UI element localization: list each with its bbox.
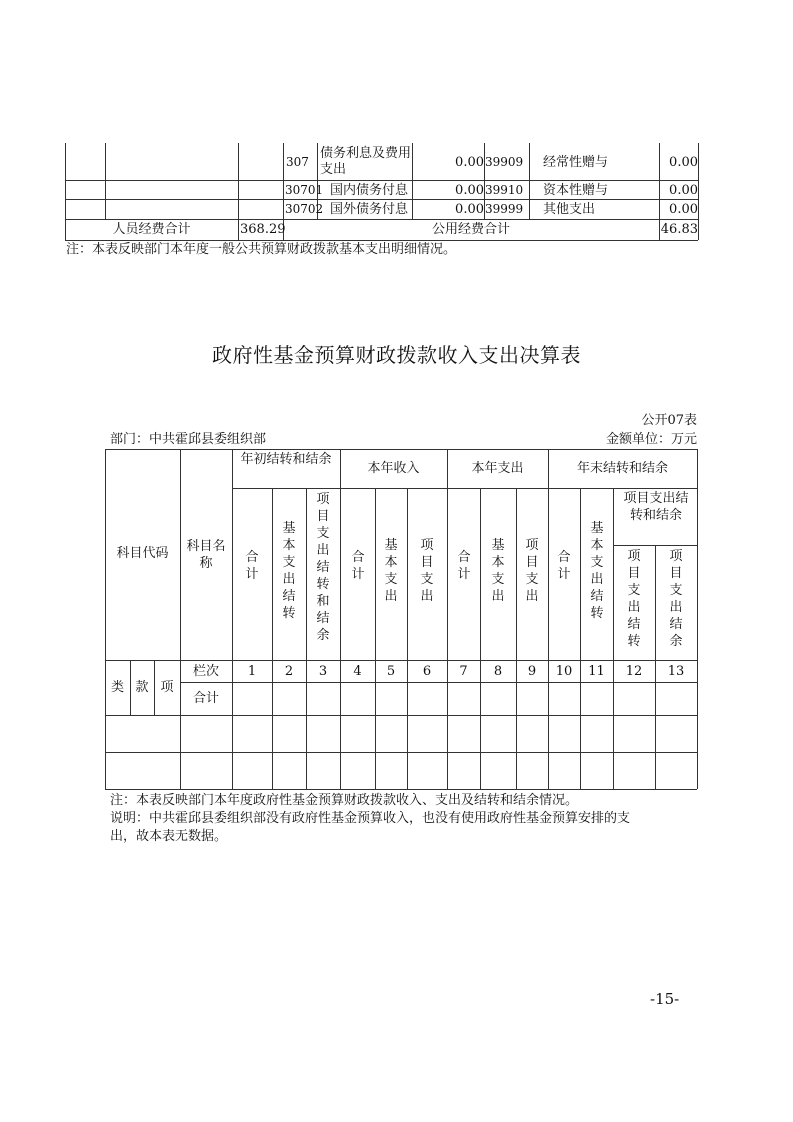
table-rule bbox=[548, 449, 549, 789]
table-rule bbox=[306, 488, 307, 789]
header-group-begin: 年初结转和结余 bbox=[240, 452, 332, 467]
fund-table-explanation-line2: 出，故本表无数据。 bbox=[110, 829, 228, 844]
table-rule bbox=[529, 143, 530, 219]
header-expense-total: 合计 bbox=[457, 550, 471, 582]
personnel-total-label: 人员经费合计 bbox=[112, 222, 191, 237]
header-begin-basic-carry: 基本支出结转 bbox=[282, 521, 296, 621]
fund-table-explanation-line1: 说明：中共霍邱县委组织部没有政府性基金预算收入，也没有使用政府性基金预算安排的支 bbox=[110, 811, 631, 826]
row-name2: 其他支出 bbox=[543, 202, 596, 217]
header-begin-project-carry-balance: 项目支出结转和结余 bbox=[316, 492, 330, 643]
header-end-project-balance: 项目支出结余 bbox=[669, 549, 683, 649]
row-code: 307 bbox=[286, 155, 309, 169]
column-number: 9 bbox=[527, 664, 537, 679]
header-group-expense: 本年支出 bbox=[471, 461, 524, 476]
table-rule bbox=[232, 449, 233, 789]
table-rule bbox=[613, 488, 614, 789]
row-label-column-numbers: 栏次 bbox=[192, 664, 219, 679]
table-rule bbox=[180, 449, 181, 789]
table-rule bbox=[105, 449, 106, 789]
table-rule bbox=[698, 143, 699, 240]
table-rule bbox=[105, 789, 697, 790]
header-lei: 类 bbox=[110, 680, 124, 695]
header-begin-total: 合计 bbox=[245, 550, 259, 582]
table-rule bbox=[65, 180, 698, 181]
page-number: -15- bbox=[650, 990, 680, 1008]
header-subject-code: 科目代码 bbox=[116, 546, 169, 561]
table-rule bbox=[580, 488, 581, 789]
table-rule bbox=[516, 488, 517, 789]
row-name: 债务利息及费用支出 bbox=[320, 146, 412, 177]
table-rule bbox=[105, 660, 697, 661]
column-number: 1 bbox=[247, 664, 257, 679]
header-end-project-carry-balance: 项目支出结转和结余 bbox=[623, 491, 689, 523]
header-expense-basic: 基本支出 bbox=[491, 538, 505, 604]
column-number: 8 bbox=[493, 664, 503, 679]
table-rule bbox=[238, 143, 239, 240]
row-name2: 经常性赠与 bbox=[543, 155, 609, 170]
table-rule bbox=[272, 488, 273, 789]
column-number: 13 bbox=[667, 664, 685, 679]
header-subject-name: 科目名称 bbox=[186, 539, 226, 571]
table-rule bbox=[65, 219, 698, 220]
table-rule bbox=[375, 488, 376, 789]
table-rule bbox=[105, 715, 697, 716]
header-income-total: 合计 bbox=[351, 550, 365, 582]
row-name2: 资本性赠与 bbox=[543, 183, 609, 198]
column-number: 10 bbox=[555, 664, 573, 679]
column-number: 12 bbox=[625, 664, 643, 679]
personnel-total-value: 368.29 bbox=[240, 222, 286, 237]
row-code: 30701 bbox=[285, 183, 324, 197]
header-xiang: 项 bbox=[160, 680, 174, 695]
row-label-total: 合计 bbox=[192, 691, 219, 706]
top-table-note: 注：本表反映部门本年度一般公共预算财政拨款基本支出明细情况。 bbox=[66, 242, 457, 257]
table-rule bbox=[697, 449, 698, 789]
column-number: 6 bbox=[422, 664, 432, 679]
row-amount: 0.00 bbox=[455, 202, 484, 217]
public-total-label: 公用经费合计 bbox=[431, 222, 510, 237]
page-title: 政府性基金预算财政拨款收入支出决算表 bbox=[212, 343, 581, 367]
table-rule bbox=[232, 488, 697, 489]
table-rule bbox=[105, 752, 697, 753]
row-amount2: 0.00 bbox=[669, 183, 698, 198]
table-rule bbox=[447, 449, 448, 789]
table-rule bbox=[105, 143, 106, 219]
table-rule bbox=[340, 449, 341, 789]
row-name: 国外债务付息 bbox=[330, 202, 409, 217]
column-number: 4 bbox=[353, 664, 362, 679]
header-income-project: 项目支出 bbox=[420, 538, 434, 604]
fund-table-note: 注：本表反映部门本年度政府性基金预算财政拨款收入、支出及结转和结余情况。 bbox=[110, 793, 579, 808]
header-end-basic-carry: 基本支出结转 bbox=[590, 521, 604, 621]
table-rule bbox=[105, 449, 697, 450]
row-amount: 0.00 bbox=[455, 155, 484, 170]
table-rule bbox=[180, 682, 697, 683]
row-code2: 39910 bbox=[485, 183, 524, 197]
header-kuan: 款 bbox=[135, 680, 149, 695]
unit-label: 金额单位：万元 bbox=[605, 432, 697, 447]
header-group-end: 年末结转和结余 bbox=[576, 461, 668, 476]
row-code2: 39999 bbox=[485, 202, 524, 216]
public-total-value: 46.83 bbox=[660, 222, 698, 237]
column-number: 7 bbox=[459, 664, 468, 679]
table-number: 公开07表 bbox=[641, 413, 697, 428]
column-number: 5 bbox=[386, 664, 396, 679]
table-rule bbox=[407, 488, 408, 789]
table-rule bbox=[65, 199, 698, 200]
column-number: 2 bbox=[284, 664, 294, 679]
table-rule bbox=[480, 488, 481, 789]
row-name: 国内债务付息 bbox=[330, 183, 409, 198]
header-end-total: 合计 bbox=[557, 550, 571, 582]
header-group-income: 本年收入 bbox=[367, 461, 420, 476]
row-code: 30702 bbox=[285, 202, 324, 216]
row-amount2: 0.00 bbox=[669, 202, 698, 217]
header-end-project-carry: 项目支出结转 bbox=[627, 549, 641, 649]
header-expense-project: 项目支出 bbox=[525, 538, 539, 604]
row-code2: 39909 bbox=[485, 155, 524, 169]
department-label: 部门：中共霍邱县委组织部 bbox=[110, 432, 267, 447]
row-amount: 0.00 bbox=[455, 183, 484, 198]
column-number: 11 bbox=[588, 664, 605, 679]
column-number: 3 bbox=[318, 664, 328, 679]
row-amount2: 0.00 bbox=[669, 155, 698, 170]
header-income-basic: 基本支出 bbox=[384, 538, 398, 604]
